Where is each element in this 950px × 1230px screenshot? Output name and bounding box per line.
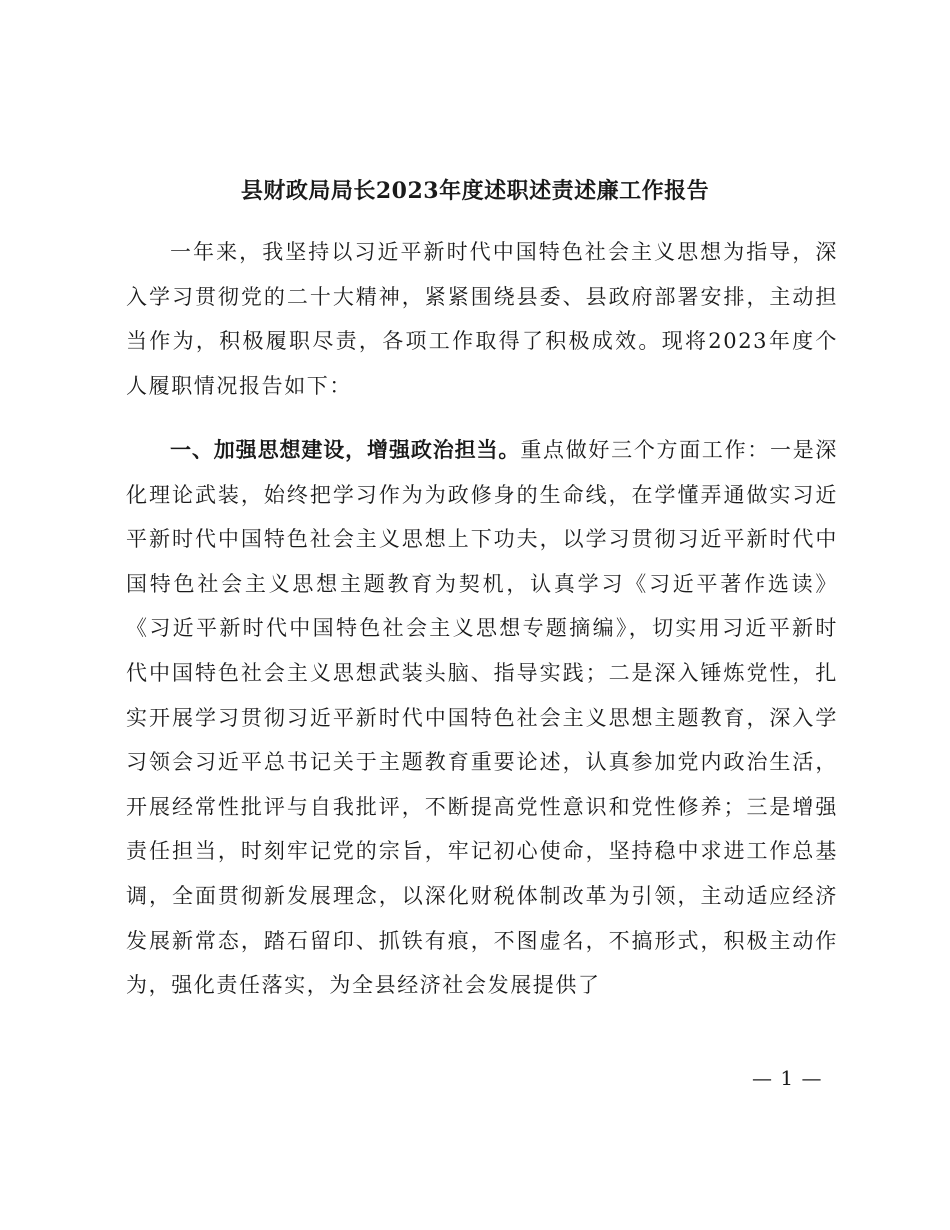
page-number: — 1 — xyxy=(752,1066,823,1090)
section-1-heading: 一、加强思想建设，增强政治担当。 xyxy=(170,438,521,462)
section-1-body: 重点做好三个方面工作：一是深化理论武装，始终把学习作为为政修身的生命线，在学懂弄通做实习近平新时代中国特色社会主义思想上下功夫，以学习贯彻习近平新时代中国特色社会主义思想主题教育为契机，认真学习《习近平著作选读》《习近平新时代中国特色社会主义思想专题摘编》，切实用习近平新时代中国特色社会主义思想武装头脑、指导实践；二是深入锤炼党性，扎实开展学习贯彻习近平新时代中国特色社会主义思想主题教育，深入学习领会习近平总书记关于主题教育重要论述，认真参加党内政治生活，开展经常性批评与自我批评，不断提高党性意识和党性修养；三是增强责任担当，时刻牢记党的宗旨，牢记初心使命，坚持稳中求进工作总基调，全面贯彻新发展理念，以深化财税体制改革为引领，主动适应经济发展新常态，踏石留印、抓铁有痕，不图虚名，不搞形式，积极主动作为，强化责任落实，为全县经济社会发展提供了 xyxy=(126,438,838,998)
section-1-paragraph xyxy=(126,428,838,1008)
intro-paragraph: 一年来，我坚持以习近平新时代中国特色社会主义思想为指导，深入学习贯彻党的二十大精神，紧紧围绕县委、县政府部署安排，主动担当作为，积极履职尽责，各项工作取得了积极成效。现将2023年度个人履职情况报告如下： xyxy=(126,240,838,398)
document-title: 县财政局局长2023年度述职述责述廉工作报告 xyxy=(240,178,710,204)
